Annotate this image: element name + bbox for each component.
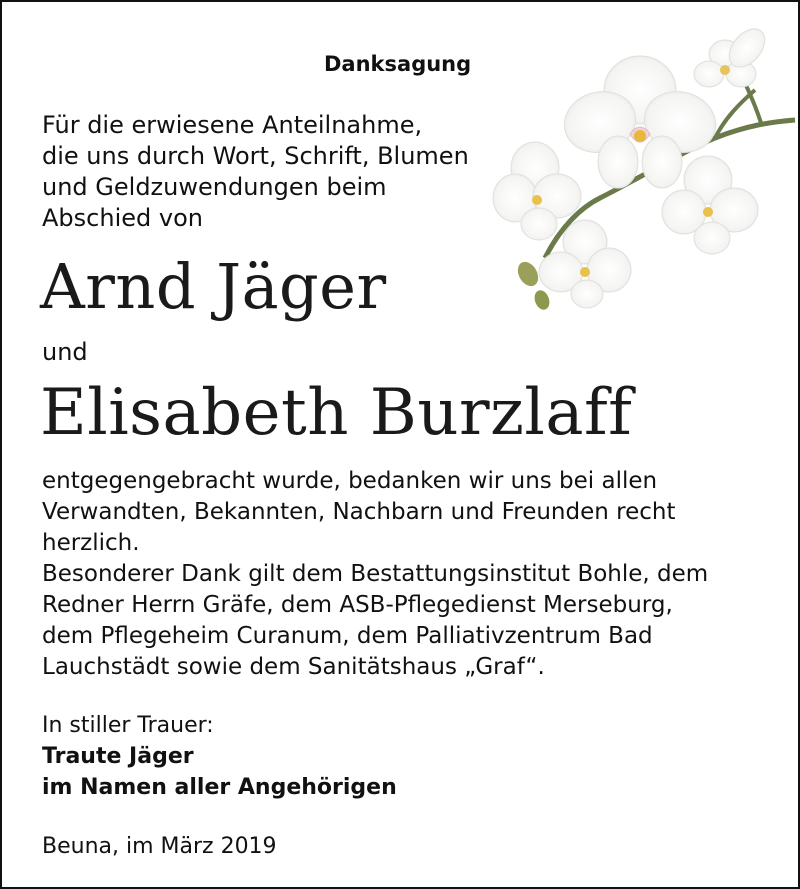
signature-block: [42, 710, 397, 803]
intro-line: und Geldzuwendungen beim: [42, 173, 387, 201]
orchid-image: [490, 28, 800, 318]
intro-text: [42, 110, 469, 234]
intro-line: Für die erwiesene Anteilnahme,: [42, 111, 423, 139]
thanks-text: [42, 466, 708, 683]
intro-line: Abschied von: [42, 204, 203, 232]
thanks-line: herzlich.: [42, 530, 140, 556]
place-date: Beuna, im März 2019: [42, 834, 277, 859]
deceased-name-1: Arnd Jäger: [40, 250, 387, 323]
thanks-line: Besonderer Dank gilt dem Bestattungsinstitut Bohle, dem: [42, 561, 709, 587]
thanks-line: entgegengebracht wurde, bedanken wir uns bei allen: [42, 468, 658, 494]
thanks-line: Redner Herrn Gräfe, dem ASB-Pflegedienst Merseburg,: [42, 592, 673, 618]
notice-heading: Danksagung: [324, 52, 472, 76]
deceased-name-2: Elisabeth Burzlaff: [40, 376, 633, 450]
thanks-line: Lauchstädt sowie dem Sanitätshaus „Graf“.: [42, 654, 545, 680]
signatory-note: im Namen aller Angehörigen: [42, 775, 397, 800]
signatory-name: Traute Jäger: [42, 744, 194, 769]
thanks-line: dem Pflegeheim Curanum, dem Palliativzentrum Bad: [42, 623, 653, 649]
thanks-line: Verwandten, Bekannten, Nachbarn und Freunden recht: [42, 499, 676, 525]
connector-text: und: [42, 338, 88, 366]
intro-line: die uns durch Wort, Schrift, Blumen: [42, 142, 469, 170]
mourning-label: In stiller Trauer:: [42, 713, 214, 738]
